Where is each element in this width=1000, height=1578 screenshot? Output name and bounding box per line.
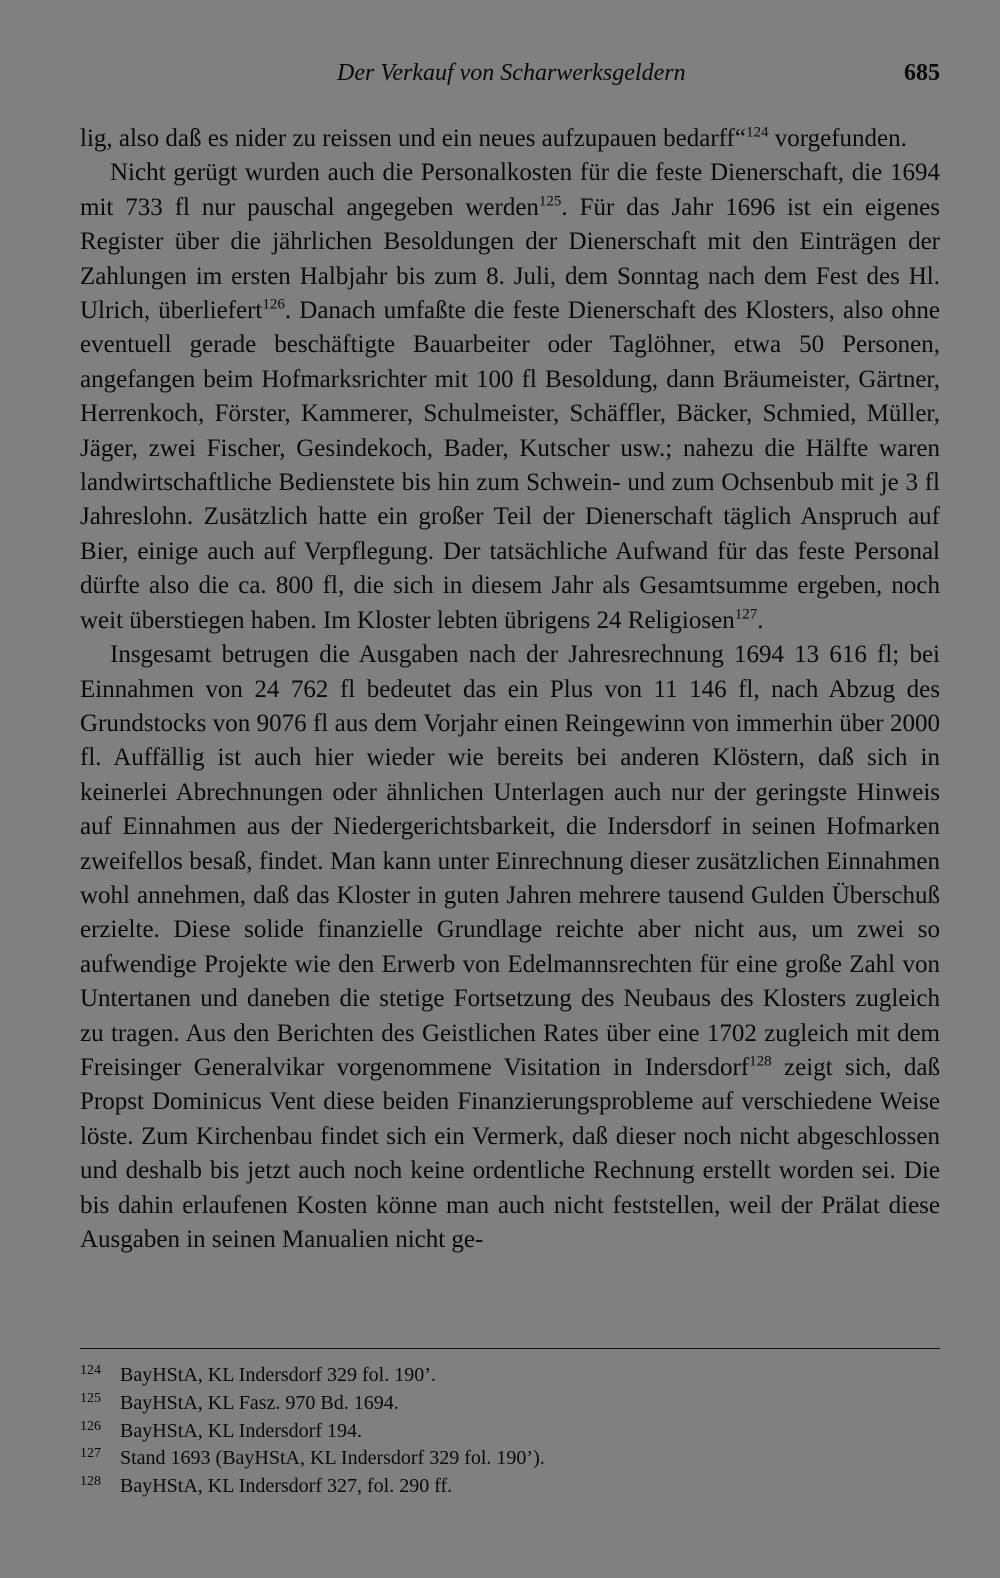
footnote-number: 124 — [80, 1363, 101, 1378]
page-number: 685 — [904, 60, 940, 86]
body-text — [80, 122, 940, 1257]
footnote-128 — [80, 1474, 940, 1502]
footnote-rule — [80, 1348, 940, 1349]
footnotes — [80, 1363, 940, 1502]
footnote-125 — [80, 1391, 940, 1419]
footnote-124 — [80, 1363, 940, 1391]
footnote-ref-126: 126 — [262, 296, 285, 313]
paragraph-3-text-b: zeigt sich, daß Propst Dominicus Vent diese beiden Finanzierungsprobleme auf verschiedene Weise löste. Zum Kirchenbau findet sich ein Vermerk, daß dieser noch nicht abgeschlossen und deshalb bis jetzt auch noch keine ordentliche Rechnung erstellt worden sei. Die bis dahin erlaufenen Kosten könne man auch nicht feststellen, weil der Prälat diese Ausgaben in seinen Manualien nicht ge- — [80, 1053, 940, 1253]
footnote-126 — [80, 1419, 940, 1447]
paragraph-2 — [80, 156, 940, 638]
paragraph-2-text-d: . — [757, 606, 764, 634]
footnote-ref-125: 125 — [538, 193, 562, 210]
running-head — [80, 60, 940, 92]
footnote-ref-124: 124 — [745, 124, 769, 141]
footnote-ref-127: 127 — [734, 605, 758, 622]
paragraph-1-text-b: vorgefunden. — [768, 125, 907, 152]
footnote-text: BayHStA, KL Indersdorf 329 fol. 190’. — [120, 1364, 436, 1386]
footnote-number: 127 — [80, 1446, 101, 1462]
footnote-number: 126 — [80, 1418, 101, 1434]
footnote-text: Stand 1693 (BayHStA, KL Indersdorf 329 fol. 190’). — [120, 1447, 545, 1470]
paragraph-2-text-a: Nicht gerügt wurden auch die Personalkosten für die feste Dienerschaft, die 1694 mit 733 fl nur pauschal angegeben werden — [80, 159, 940, 221]
paragraph-2-text-c: . Danach umfaßte die feste Dienerschaft des Klosters, also ohne eventuell gerade beschäftigte Bauarbeiter oder Taglöhner, etwa 50 Personen, angefangen beim Hofmarksrichter mit 100 fl Besoldung, dann Bräumeister, Gärtner, Herrenkoch, Förster, Kammerer, Schulmeister, Schäffler, Bäcker, Schmied, Müller, Jäger, zwei Fischer, Gesindekoch, Bader, Kutscher usw.; nahezu die Hälfte waren landwirtschaftliche Bedienstete bis hin zum Schwein- und zum Ochsenbub mit je 3 fl Jahreslohn. Zusätzlich hatte ein großer Teil der Dienerschaft täglich Anspruch auf Bier, einige auch auf Verpflegung. Der tatsächliche Aufwand für das feste Personal dürfte also die ca. 800 fl, die sich in diesem Jahr als Gesamtsumme ergeben, noch weit überstiegen haben. Im Kloster lebten übrigens 24 Religiosen — [80, 297, 940, 634]
footnote-text: BayHStA, KL Fasz. 970 Bd. 1694. — [120, 1391, 399, 1414]
footnote-127 — [80, 1446, 940, 1474]
footnote-text: BayHStA, KL Indersdorf 194. — [120, 1419, 363, 1442]
paragraph-3 — [80, 638, 940, 1257]
footnote-ref-128: 128 — [749, 1053, 772, 1070]
footnote-text: BayHStA, KL Indersdorf 327, fol. 290 ff. — [120, 1475, 453, 1498]
footnote-number: 128 — [80, 1474, 101, 1490]
footnote-number: 125 — [80, 1390, 101, 1406]
paragraph-1-text-a: lig, also daß es nider zu reissen und ein neues aufzupauen bedarff“ — [80, 125, 746, 152]
paragraph-2-text-b: . Für das Jahr 1696 ist ein eigenes Register über die jährlichen Besoldungen der Dienerschaft mit den Einträgen der Zahlungen im ersten Halbjahr bis zum 8. Juli, dem Sonntag nach dem Fest des Hl. Ulrich, überliefert — [80, 193, 940, 325]
paragraph-3-text-a: Insgesamt betrugen die Ausgaben nach der Jahresrechnung 1694 13 616 fl; bei Einnahmen von 24 762 fl bedeutet das ein Plus von 11 146 fl, nach Abzug des Grundstocks von 9076 fl aus dem Vorjahr einen Reingewinn von immerhin über 2000 fl. Auffällig ist auch hier wieder wie bereits bei anderen Klöstern, daß sich in keinerlei Abrechnungen oder ähnlichen Unterlagen auch nur der geringste Hinweis auf Einnahmen aus der Niedergerichtsbarkeit, die Indersdorf in seinen Hofmarken zweifellos besaß, findet. Man kann unter Einrechnung dieser zusätzlichen Einnahmen wohl annehmen, daß das Kloster in guten Jahren mehrere tausend Gulden Überschuß erzielte. Diese solide finanzielle Grundlage reichte aber nicht aus, um zwei so aufwendige Projekte wie den Erwerb von Edelmannsrechten für eine große Zahl von Untertanen und daneben die stetige Fortsetzung des Neubaus des Klosters zugleich zu tragen. Aus den Berichten des Geistlichen Rates über eine 1702 zugleich mit dem Freisinger Generalvikar vorgenommene Visitation in Indersdorf — [80, 641, 940, 1081]
running-title: Der Verkauf von Scharwerksgeldern — [337, 60, 686, 86]
paragraph-1 — [80, 122, 940, 156]
